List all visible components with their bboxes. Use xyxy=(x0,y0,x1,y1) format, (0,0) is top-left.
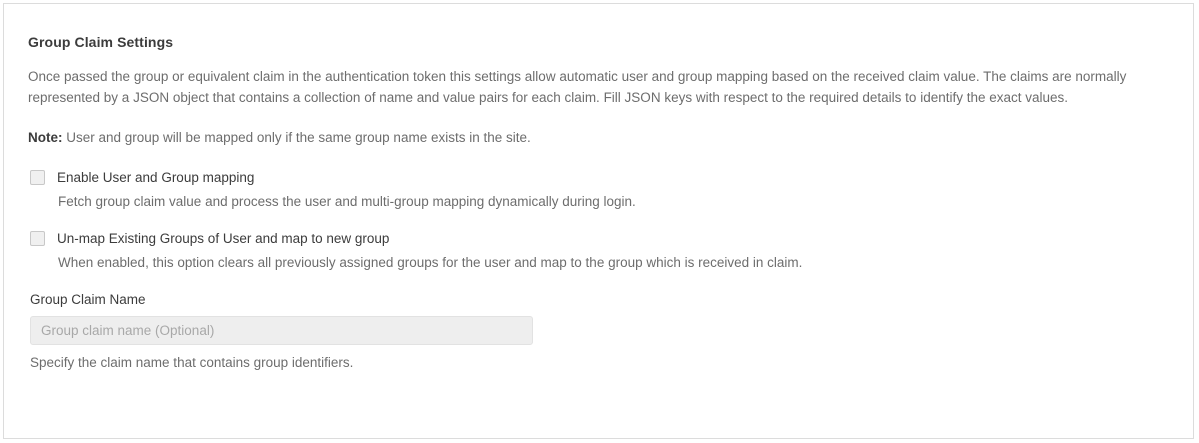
unmap-existing-groups-checkbox[interactable] xyxy=(30,231,45,246)
unmap-existing-groups-help: When enabled, this option clears all previously assigned groups for the user and map to the group which is received in claim. xyxy=(58,255,803,270)
group-claim-settings-panel xyxy=(3,3,1194,439)
enable-user-group-mapping-checkbox[interactable] xyxy=(30,170,45,185)
page-title: Group Claim Settings xyxy=(28,34,174,50)
enable-user-group-mapping-help: Fetch group claim value and process the user and multi-group mapping dynamically during login. xyxy=(58,194,636,209)
unmap-existing-groups-label[interactable]: Un-map Existing Groups of User and map to new group xyxy=(57,231,390,246)
note-text: User and group will be mapped only if the same group name exists in the site. xyxy=(62,130,531,145)
section-note xyxy=(28,128,1169,148)
panel-content xyxy=(4,4,1193,370)
enable-user-group-mapping-label[interactable]: Enable User and Group mapping xyxy=(57,170,255,185)
note-label: Note: xyxy=(28,130,63,145)
enable-user-group-mapping-row[interactable] xyxy=(28,170,1169,185)
unmap-existing-groups-row[interactable] xyxy=(28,231,1169,246)
section-description: Once passed the group or equivalent claim in the authentication token this settings allow automatic user and group mapping based on the received claim value. The claims are normally represented by a JSON object that contains a collection of name and value pairs for each claim. Fill JSON keys with respect to the required details to identify the exact values. xyxy=(28,69,1127,105)
group-claim-name-hint: Specify the claim name that contains group identifiers. xyxy=(30,355,354,370)
group-claim-name-input[interactable] xyxy=(30,316,533,345)
group-claim-name-label: Group Claim Name xyxy=(30,292,146,307)
